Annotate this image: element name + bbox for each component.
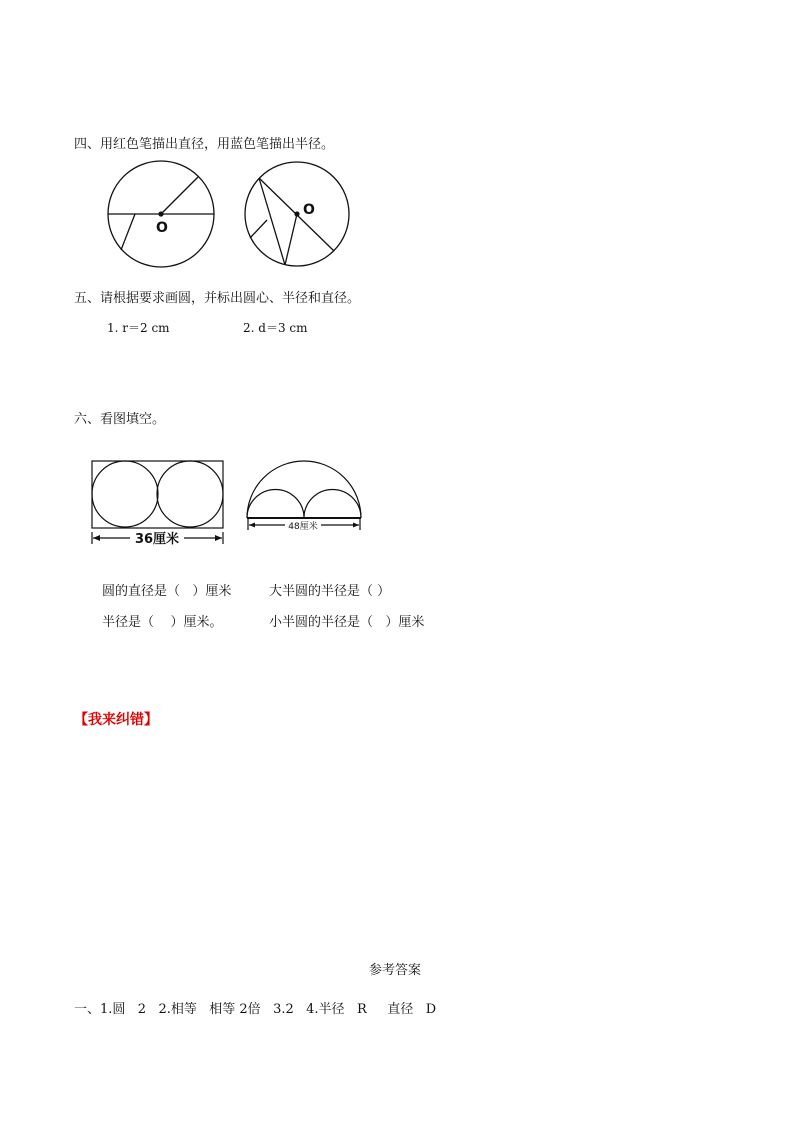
section5-item2: 2. d＝3 cm — [243, 321, 308, 335]
center-point — [294, 211, 299, 216]
large-semicircle — [247, 461, 361, 518]
section5-item1: 1. r＝2 cm — [107, 321, 170, 335]
section6-title: 六、看图填空。 — [74, 412, 166, 427]
circle-diagram-1 — [105, 160, 220, 272]
question-small-radius: 小半圆的半径是（ ）厘米 — [269, 615, 425, 630]
arrow-left — [93, 535, 100, 541]
left-circle — [92, 461, 158, 527]
circle-diagram-2 — [241, 158, 353, 270]
semicircles-figure — [243, 458, 365, 536]
question-radius: 半径是（ ）厘米。 — [102, 615, 223, 630]
radius-line — [161, 177, 198, 214]
right-circle — [157, 461, 223, 527]
arrow-left — [249, 523, 255, 528]
answers-title: 参考答案 — [369, 963, 422, 978]
center-label: O — [156, 220, 168, 236]
dimension-label: 48厘米 — [288, 522, 318, 532]
question-large-radius: 大半圆的半径是（ ） — [269, 584, 391, 599]
section4-title: 四、用红色笔描出直径，用蓝色笔描出半径。 — [74, 137, 335, 152]
section5-title: 五、请根据要求画圆，并标出圆心、半径和直径。 — [74, 291, 361, 306]
arrow-right — [215, 535, 222, 541]
rectangle-two-circles-figure — [88, 458, 228, 550]
chord-line — [121, 214, 135, 250]
center-label: O — [303, 202, 315, 218]
radius-line — [285, 214, 297, 265]
correction-heading: 【我来纠错】 — [74, 712, 158, 728]
small-semicircle-left — [247, 490, 304, 519]
center-point — [158, 211, 163, 216]
question-circle-diameter: 圆的直径是（ ）厘米 — [102, 584, 232, 599]
arrow-right — [353, 523, 359, 528]
dimension-label: 36厘米 — [134, 532, 180, 547]
short-line — [250, 220, 267, 238]
answers-line-1: 一、1.圆 2 2.相等 相等 2倍 3.2 4.半径 R 直径 D — [74, 1002, 437, 1017]
small-semicircle-right — [304, 490, 361, 519]
